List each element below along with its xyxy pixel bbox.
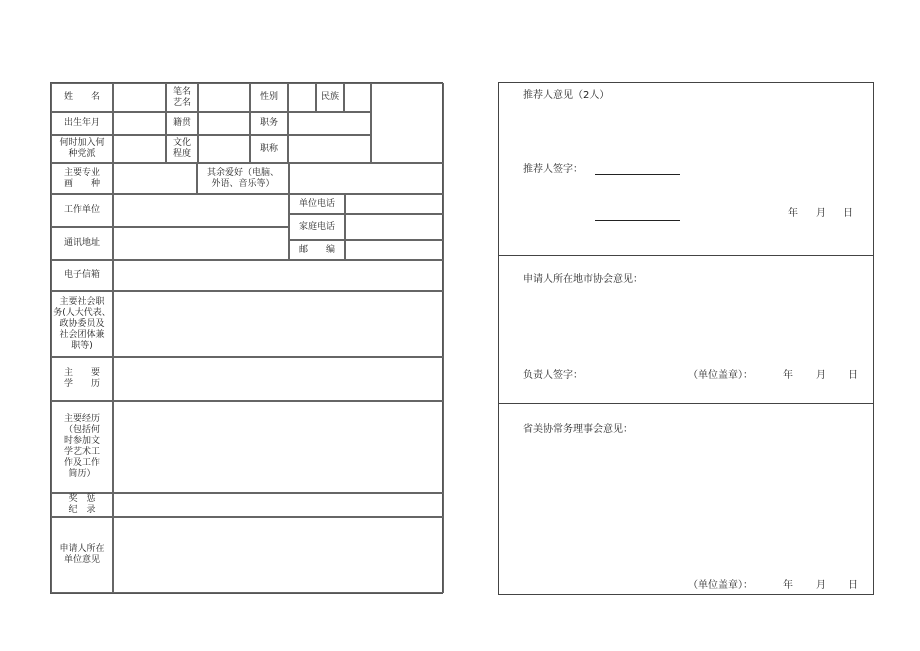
party-label: 何时加入何 种党派: [51, 135, 113, 163]
education-label: 文化 程度: [166, 135, 198, 163]
title-label: 职称: [250, 135, 288, 163]
email-field[interactable]: [113, 260, 444, 291]
pen-name-label: 笔名 艺名: [166, 83, 198, 112]
party-field[interactable]: [113, 135, 166, 163]
council-title: 省美协常务理事会意见：: [523, 424, 633, 435]
month-label: 月: [816, 370, 826, 381]
day-label: 日: [848, 580, 858, 591]
hobby-field[interactable]: [289, 163, 444, 194]
responsible-sign-label: 负责人签字：: [523, 370, 583, 381]
city-association-section: [499, 256, 873, 404]
social-position-field[interactable]: [113, 291, 444, 357]
name-field[interactable]: [113, 83, 166, 112]
signature-line-1[interactable]: [595, 174, 680, 175]
awards-label: 奖 惩 纪 录: [51, 493, 113, 517]
day-label: 日: [843, 208, 853, 219]
title-field[interactable]: [288, 135, 371, 163]
main-education-field[interactable]: [113, 357, 444, 401]
birth-label: 出生年月: [51, 112, 113, 135]
work-unit-label: 工作单位: [51, 194, 113, 227]
social-position-label: 主要社会职 务(人大代表、 政协委员及 社会团体兼 职等): [51, 291, 113, 357]
month-label: 月: [816, 580, 826, 591]
signature-line-2[interactable]: [595, 220, 680, 221]
year-label: 年: [788, 208, 798, 219]
position-label: 职务: [250, 112, 288, 135]
pen-name-field[interactable]: [198, 83, 250, 112]
main-education-label: 主 要 学 历: [51, 357, 113, 401]
birth-field[interactable]: [113, 112, 166, 135]
unit-seal-label: （单位盖章）：: [688, 370, 753, 381]
specialty-field[interactable]: [113, 163, 197, 194]
native-place-field[interactable]: [198, 112, 250, 135]
day-label: 日: [848, 370, 858, 381]
position-field[interactable]: [288, 112, 371, 135]
work-phone-label: 单位电话: [289, 194, 345, 214]
work-unit-field[interactable]: [113, 194, 289, 227]
address-field[interactable]: [113, 227, 289, 260]
awards-field[interactable]: [113, 493, 444, 517]
home-phone-field[interactable]: [345, 214, 444, 240]
year-label: 年: [783, 370, 793, 381]
postcode-field[interactable]: [345, 240, 444, 260]
gender-label: 性别: [250, 83, 288, 112]
approval-sheet: [498, 82, 874, 595]
unit-seal-label: （单位盖章）：: [688, 580, 753, 591]
recommender-title: 推荐人意见（2人）: [523, 90, 610, 101]
gender-field[interactable]: [288, 83, 316, 112]
month-label: 月: [816, 208, 826, 219]
council-section: [499, 404, 873, 594]
hobby-label: 其余爱好（电脑、 外语、音乐等）: [197, 163, 289, 194]
education-field[interactable]: [198, 135, 250, 163]
ethnicity-field[interactable]: [344, 83, 371, 112]
member-info-form: [50, 82, 443, 594]
name-label: 姓 名: [51, 83, 113, 112]
year-label: 年: [783, 580, 793, 591]
city-association-title: 申请人所在地市协会意见：: [523, 274, 643, 285]
work-phone-field[interactable]: [345, 194, 444, 214]
email-label: 电子信箱: [51, 260, 113, 291]
photo-area: [371, 83, 444, 163]
native-place-label: 籍贯: [166, 112, 198, 135]
unit-opinion-label: 申请人所在 单位意见: [51, 517, 113, 593]
main-experience-label: 主要经历 （包括何 时参加文 学艺术工 作及工作 简历）: [51, 401, 113, 493]
recommender-section: [499, 83, 873, 256]
postcode-label: 邮 编: [289, 240, 345, 260]
home-phone-label: 家庭电话: [289, 214, 345, 240]
address-label: 通讯地址: [51, 227, 113, 260]
main-experience-field[interactable]: [113, 401, 444, 493]
ethnicity-label: 民族: [316, 83, 344, 112]
specialty-label: 主要专业 画 种: [51, 163, 113, 194]
recommender-sign-label: 推荐人签字：: [523, 164, 583, 175]
unit-opinion-field[interactable]: [113, 517, 444, 593]
